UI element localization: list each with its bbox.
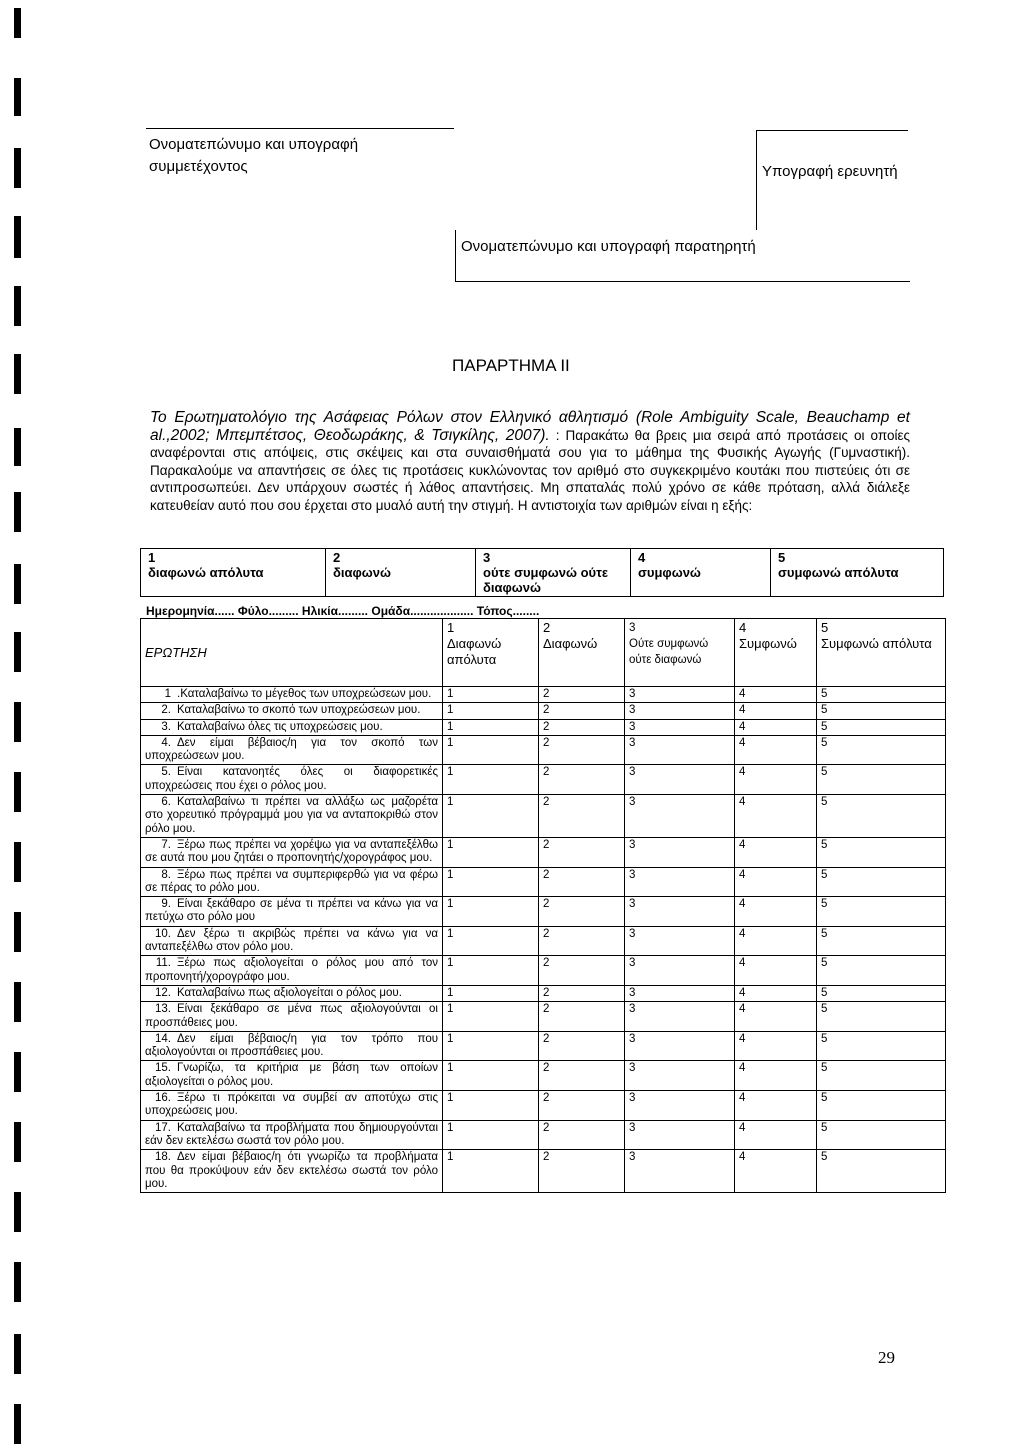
question-row [141, 1091, 946, 1121]
answer-option-2[interactable]: 2 [539, 703, 625, 719]
question-text: Γνωρίζω, τα κριτήρια με βάση των οποίων αξιολογείται ο ρόλος μου. [145, 1062, 438, 1088]
answer-option-4[interactable]: 4 [735, 1150, 817, 1193]
observer-signature-box [455, 230, 910, 282]
answer-option-4[interactable]: 4 [735, 867, 817, 897]
question-row [141, 1120, 946, 1150]
question-text: Καταλαβαίνω το σκοπό των υποχρεώσεων μου. [177, 704, 421, 717]
question-column-header: ΕΡΩΤΗΣΗ [141, 619, 443, 687]
answer-option-1[interactable]: 1 [443, 1091, 539, 1121]
question-text: Ξέρω πως αξιολογείται ο ρόλος μου από τον προπονητή/χορογράφο μου. [145, 957, 438, 983]
answer-option-4[interactable]: 4 [735, 1120, 817, 1150]
scale-cell: 1 διαφωνώ απόλυτα [141, 549, 326, 597]
answer-option-1[interactable]: 1 [443, 795, 539, 838]
question-text-cell [141, 703, 443, 719]
question-text-cell [141, 719, 443, 735]
answer-option-2[interactable]: 2 [539, 1150, 625, 1193]
question-text-cell [141, 956, 443, 986]
question-text-cell [141, 1091, 443, 1121]
question-text: Ξέρω πως πρέπει να συμπεριφερθώ για να φέρω σε πέρας το ρόλο μου. [145, 868, 438, 894]
answer-option-5[interactable]: 5 [817, 795, 946, 838]
answer-column-header: 1 Διαφωνώ απόλυτα [443, 619, 539, 687]
question-row [141, 719, 946, 735]
question-text-cell [141, 687, 443, 703]
answer-option-1[interactable]: 1 [443, 719, 539, 735]
researcher-signature-label: Υπογραφή ερευνητή [762, 163, 898, 180]
answer-option-4[interactable]: 4 [735, 985, 817, 1001]
question-text-cell [141, 1002, 443, 1032]
answer-option-4[interactable]: 4 [735, 897, 817, 927]
page-number: 29 [878, 1348, 895, 1367]
answer-option-3[interactable]: 3 [625, 1091, 735, 1121]
answer-option-1[interactable]: 1 [443, 703, 539, 719]
answer-option-3[interactable]: 3 [625, 795, 735, 838]
question-number: 16. [155, 1092, 171, 1105]
answer-option-2[interactable]: 2 [539, 735, 625, 765]
question-text-cell [141, 985, 443, 1001]
answer-option-1[interactable]: 1 [443, 867, 539, 897]
answer-option-4[interactable]: 4 [735, 926, 817, 956]
answer-option-3[interactable]: 3 [625, 897, 735, 927]
question-number: 15. [155, 1062, 171, 1075]
question-number: 1 [164, 688, 171, 700]
answer-option-1[interactable]: 1 [443, 956, 539, 986]
answer-option-4[interactable]: 4 [735, 837, 817, 867]
answer-option-3[interactable]: 3 [625, 956, 735, 986]
answer-option-4[interactable]: 4 [735, 1091, 817, 1121]
answer-option-5[interactable]: 5 [817, 719, 946, 735]
intro-paragraph [150, 409, 910, 515]
question-row [141, 735, 946, 765]
question-text: Καταλαβαίνω πως αξιολογείται ο ρόλος μου. [177, 986, 402, 999]
question-row [141, 1061, 946, 1091]
demographics-line [146, 604, 539, 618]
answer-option-4[interactable]: 4 [735, 687, 817, 703]
answer-option-3[interactable]: 3 [625, 1120, 735, 1150]
answer-option-5[interactable]: 5 [817, 735, 946, 765]
question-number: 5. [161, 766, 171, 779]
question-text-cell [141, 735, 443, 765]
scale-cell: 3 ούτε συμφωνώ ούτε διαφωνώ [476, 549, 631, 597]
question-text: Είναι ξεκάθαρο σε μένα πως αξιολογούνται οι προσπάθειες μου. [145, 1003, 438, 1029]
question-row [141, 897, 946, 927]
question-number: 12. [155, 986, 171, 999]
question-number: 18. [155, 1151, 171, 1164]
answer-option-1[interactable]: 1 [443, 765, 539, 795]
question-text-cell [141, 1150, 443, 1193]
answer-option-4[interactable]: 4 [735, 703, 817, 719]
scale-cell: 2 διαφωνώ [326, 549, 476, 597]
answer-option-5[interactable]: 5 [817, 1061, 946, 1091]
answer-option-5[interactable]: 5 [817, 687, 946, 703]
answer-option-4[interactable]: 4 [735, 956, 817, 986]
answer-option-5[interactable]: 5 [817, 897, 946, 927]
answer-option-4[interactable]: 4 [735, 1031, 817, 1061]
question-row [141, 703, 946, 719]
answer-option-2[interactable]: 2 [539, 1061, 625, 1091]
team-field-label: Ομάδα................... [371, 604, 474, 618]
question-text-cell [141, 926, 443, 956]
question-text: Δεν είμαι βέβαιος/η ότι γνωρίζω τα προβλήματα που θα προκύψουν εάν δεν εκτελέσω σωστά τον ρόλο μου. [145, 1151, 438, 1190]
answer-column-header: 2 Διαφωνώ [539, 619, 625, 687]
question-text-cell [141, 765, 443, 795]
question-text: Δεν είμαι βέβαιος/η για τον τρόπο που αξιολογούνται οι προσπάθειες μου. [145, 1032, 438, 1059]
question-text: .Καταλαβαίνω το μέγεθος των υποχρεώσεων μου. [177, 688, 432, 700]
question-number: 14. [155, 1032, 171, 1045]
question-text-cell [141, 867, 443, 897]
question-text-cell [141, 795, 443, 838]
question-text-cell [141, 1120, 443, 1150]
answer-option-1[interactable]: 1 [443, 1031, 539, 1061]
answer-option-2[interactable]: 2 [539, 1031, 625, 1061]
question-row [141, 687, 946, 703]
question-row [141, 795, 946, 838]
answer-option-5[interactable]: 5 [817, 985, 946, 1001]
question-text-cell [141, 1061, 443, 1091]
answer-option-3[interactable]: 3 [625, 1031, 735, 1061]
question-row [141, 956, 946, 986]
question-row [141, 985, 946, 1001]
answer-option-5[interactable]: 5 [817, 1150, 946, 1193]
answer-option-4[interactable]: 4 [735, 1061, 817, 1091]
answer-option-1[interactable]: 1 [443, 897, 539, 927]
sex-field-label: Φύλο......... [237, 604, 299, 618]
answer-option-3[interactable]: 3 [625, 867, 735, 897]
answer-option-5[interactable]: 5 [817, 1002, 946, 1032]
question-row [141, 1002, 946, 1032]
answer-option-3[interactable]: 3 [625, 703, 735, 719]
answer-column-header: 3 Ούτε συμφωνώ ούτε διαφωνώ [625, 619, 735, 687]
answer-option-5[interactable]: 5 [817, 1091, 946, 1121]
question-text: Ξέρω πως πρέπει να χορέψω για να ανταπεξέλθω σε αυτά που μου ζητάει ο προπονητής/χορογράφος μου. [145, 838, 438, 865]
question-number: 7. [161, 838, 171, 851]
question-text: Καταλαβαίνω όλες τις υποχρεώσεις μου. [177, 720, 383, 733]
question-number: 4. [161, 736, 171, 749]
question-number: 17. [155, 1121, 171, 1134]
observer-signature-label: Ονοματεπώνυμο και υπογραφή παρατηρητή [461, 238, 756, 255]
answer-option-5[interactable]: 5 [817, 1031, 946, 1061]
place-field-label: Τόπος........ [476, 604, 540, 618]
answer-option-2[interactable]: 2 [539, 956, 625, 986]
participant-signature-label: Ονοματεπώνυμο και υπογραφή συμμετέχοντος [149, 136, 359, 175]
answer-option-3[interactable]: 3 [625, 1150, 735, 1193]
answer-option-1[interactable]: 1 [443, 687, 539, 703]
answer-option-5[interactable]: 5 [817, 926, 946, 956]
appendix-title: ΠΑΡΑΡΤΗΜΑ ΙΙ [452, 356, 570, 375]
question-text: Δεν ξέρω τι ακριβώς πρέπει να κάνω για να ανταπεξέλθω στον ρόλο μου. [145, 927, 438, 954]
answer-option-2[interactable]: 2 [539, 1091, 625, 1121]
answer-option-2[interactable]: 2 [539, 985, 625, 1001]
answer-option-1[interactable]: 1 [443, 1120, 539, 1150]
question-row [141, 1150, 946, 1193]
question-number: 9. [161, 898, 171, 911]
answer-option-3[interactable]: 3 [625, 687, 735, 703]
answer-option-3[interactable]: 3 [625, 926, 735, 956]
question-row [141, 1031, 946, 1061]
age-field-label: Ηλικία......... [301, 604, 369, 618]
scale-cell: 5 συμφωνώ απόλυτα [771, 549, 944, 597]
answer-column-header: 4 Συμφωνώ [735, 619, 817, 687]
question-text: Ξέρω τι πρόκειται να συμβεί αν αποτύχω στις υποχρεώσεις μου. [145, 1092, 438, 1118]
scale-legend-table [140, 548, 944, 597]
answer-option-3[interactable]: 3 [625, 765, 735, 795]
answer-column-header: 5 Συμφωνώ απόλυτα [817, 619, 946, 687]
answer-option-4[interactable]: 4 [735, 735, 817, 765]
answer-option-1[interactable]: 1 [443, 926, 539, 956]
question-text: Είναι κατανοητές όλες οι διαφορετικές υποχρεώσεις που έχει ο ρόλος μου. [145, 766, 438, 792]
answer-option-2[interactable]: 2 [539, 867, 625, 897]
question-number: 2. [161, 704, 171, 717]
answer-option-5[interactable]: 5 [817, 867, 946, 897]
answer-option-3[interactable]: 3 [625, 1002, 735, 1032]
answer-option-2[interactable]: 2 [539, 1120, 625, 1150]
question-row [141, 926, 946, 956]
answer-option-3[interactable]: 3 [625, 985, 735, 1001]
answer-option-1[interactable]: 1 [443, 837, 539, 867]
questionnaire-header-row [141, 619, 946, 687]
questionnaire-table [140, 618, 946, 1193]
question-number: 8. [161, 868, 171, 881]
question-number: 13. [155, 1003, 171, 1016]
date-field-label: Ημερομηνία...... [146, 604, 235, 618]
answer-option-2[interactable]: 2 [539, 719, 625, 735]
question-text-cell [141, 897, 443, 927]
question-text: Καταλαβαίνω τα προβλήματα που δημιουργούνται εάν δεν εκτελέσω σωστά τον ρόλο μου. [145, 1121, 438, 1147]
questionnaire-title: Το Ερωτηματολόγιο της Ασάφειας Ρόλων στον Ελληνικό αθλητισμό (Role Ambiguity Scale, Beauchamp et al.,2002; Μπεμπέτσος, Θεοδωράκης, & Τσιγκίλης, 2007). [150, 409, 910, 444]
answer-option-1[interactable]: 1 [443, 1061, 539, 1091]
answer-option-2[interactable]: 2 [539, 687, 625, 703]
questionnaire-body [141, 687, 946, 1193]
answer-option-5[interactable]: 5 [817, 765, 946, 795]
question-number: 11. [155, 957, 171, 970]
question-row [141, 837, 946, 867]
answer-option-3[interactable]: 3 [625, 1061, 735, 1091]
answer-option-4[interactable]: 4 [735, 765, 817, 795]
scale-cell: 4 συμφωνώ [631, 549, 771, 597]
answer-option-5[interactable]: 5 [817, 1120, 946, 1150]
answer-option-1[interactable]: 1 [443, 985, 539, 1001]
question-text: Δεν είμαι βέβαιος/η για τον σκοπό των υποχρεώσεων μου. [145, 736, 438, 763]
answer-option-2[interactable]: 2 [539, 926, 625, 956]
answer-option-5[interactable]: 5 [817, 956, 946, 986]
answer-option-2[interactable]: 2 [539, 1002, 625, 1032]
question-row [141, 867, 946, 897]
answer-option-4[interactable]: 4 [735, 795, 817, 838]
question-text: Είναι ξεκάθαρο σε μένα τι πρέπει να κάνω για να πετύχω στο ρόλο μου [145, 898, 438, 924]
answer-option-3[interactable]: 3 [625, 719, 735, 735]
researcher-signature-box [756, 130, 908, 230]
answer-option-1[interactable]: 1 [443, 735, 539, 765]
answer-option-3[interactable]: 3 [625, 837, 735, 867]
question-row [141, 765, 946, 795]
answer-option-1[interactable]: 1 [443, 1002, 539, 1032]
answer-option-1[interactable]: 1 [443, 1150, 539, 1193]
question-text-cell [141, 1031, 443, 1061]
answer-option-2[interactable]: 2 [539, 837, 625, 867]
question-text: Καταλαβαίνω τι πρέπει να αλλάξω ως μαζορέτα στο χορευτικό πρόγραμμά μου για να ανταποκριθώ στον ρόλο μου. [145, 796, 438, 835]
answer-option-5[interactable]: 5 [817, 703, 946, 719]
answer-option-5[interactable]: 5 [817, 837, 946, 867]
answer-option-2[interactable]: 2 [539, 795, 625, 838]
question-text-cell [141, 837, 443, 867]
question-number: 10. [155, 927, 171, 940]
answer-option-2[interactable]: 2 [539, 765, 625, 795]
instructions-text: : Παρακάτω θα βρεις μια σειρά από προτάσεις οι οποίες αναφέρονται στις απόψεις, στις σκέψεις και στα συναισθήματά σου για το μάθημα της Φυσικής Αγωγής (Γυμναστική). Παρακαλούμε να απαντήσεις σε όλες τις προτάσεις κυκλώνοντας τον αριθμό στο συγκεκριμένο κουτάκι που πιστεύεις ότι σε αντιπροσωπεύει. Δεν υπάρχουν σωστές ή λάθος απαντήσεις. Μη σπαταλάς πολύ χρόνο σε κάθε πρόταση, αλλά διάλεξε κατευθείαν αυτό που σου έρχεται στο μυαλό αυτή την στιγμή. Η αντιστοιχία των αριθμών είναι η εξής: [150, 427, 910, 513]
question-number: 6. [161, 796, 171, 809]
participant-signature-line [146, 128, 454, 129]
answer-option-2[interactable]: 2 [539, 897, 625, 927]
answer-option-3[interactable]: 3 [625, 735, 735, 765]
answer-option-4[interactable]: 4 [735, 1002, 817, 1032]
answer-option-4[interactable]: 4 [735, 719, 817, 735]
question-number: 3. [161, 720, 171, 733]
